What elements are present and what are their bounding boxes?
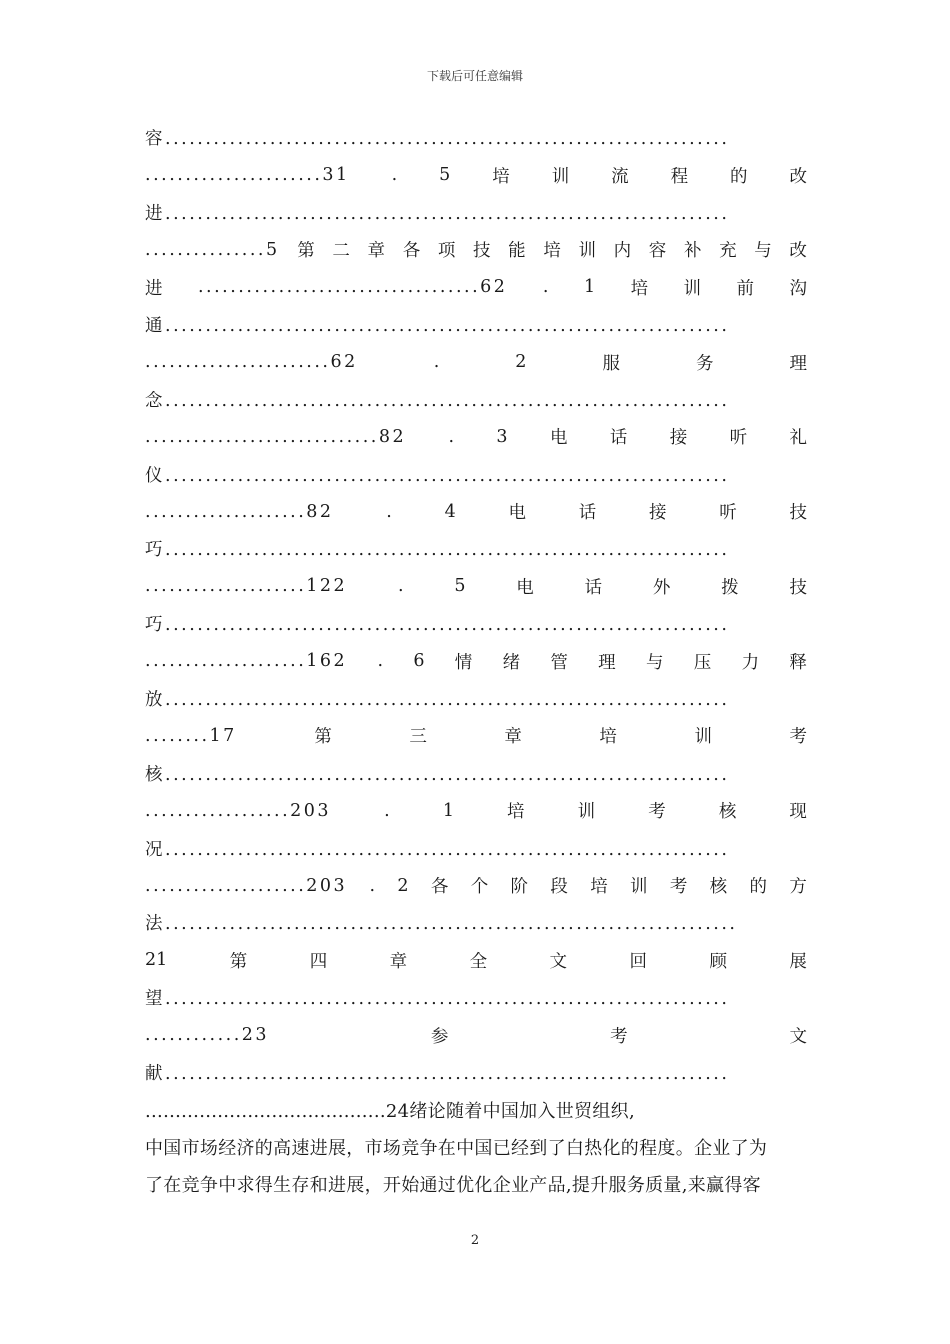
toc-segment: 3 xyxy=(496,426,508,447)
toc-segment: 进...................................................................... xyxy=(145,203,730,224)
toc-line xyxy=(145,642,807,679)
toc-segment: 礼 xyxy=(789,428,807,449)
toc-segment: . xyxy=(391,165,398,186)
toc-segment: 电 xyxy=(549,428,568,449)
toc-segment: . xyxy=(386,501,392,522)
toc-segment: 理 xyxy=(789,353,807,374)
toc-line xyxy=(145,343,807,380)
toc-segment: ...................................62 xyxy=(197,277,508,298)
toc-segment: 章 xyxy=(389,951,408,972)
toc-segment: 听 xyxy=(729,428,748,449)
toc-line xyxy=(145,792,807,829)
toc-segment: 流 xyxy=(611,166,629,187)
toc-segment: 法....................................................................... xyxy=(145,914,738,935)
toc-segment: 培 xyxy=(543,241,561,262)
toc-segment: 四 xyxy=(309,951,328,972)
toc-segment: 与 xyxy=(754,241,772,262)
toc-segment: . xyxy=(384,800,390,821)
toc-segment: ........17 xyxy=(145,725,237,746)
toc-segment: ....................122 xyxy=(145,576,348,597)
page-header: 下载后可任意编辑 xyxy=(426,69,523,83)
toc-line xyxy=(145,381,807,418)
toc-segment: 核 xyxy=(718,802,737,823)
toc-segment: . xyxy=(377,651,384,672)
toc-segment: 培 xyxy=(492,166,510,187)
toc-segment: 的 xyxy=(730,166,748,187)
toc-line xyxy=(145,568,807,605)
toc-segment: 容 xyxy=(648,241,667,262)
toc-segment: 电 xyxy=(508,503,526,524)
toc-line xyxy=(145,717,807,754)
toc-segment: .......................62 xyxy=(145,352,358,373)
toc-segment: 压 xyxy=(693,652,712,673)
toc-segment: ....................203 xyxy=(145,875,348,896)
toc-segment: ..................203 xyxy=(145,800,332,821)
toc-segment: 核 xyxy=(709,877,728,897)
toc-line xyxy=(145,680,807,717)
toc-segment: 程 xyxy=(670,166,689,187)
toc-line xyxy=(145,829,807,866)
toc-segment: .............................82 xyxy=(145,426,407,447)
toc-segment: 技 xyxy=(473,241,491,262)
toc-segment: 训 xyxy=(578,241,596,262)
toc-segment: 绪 xyxy=(502,652,521,673)
toc-segment: 通...................................................................... xyxy=(145,316,730,337)
toc-segment: 的 xyxy=(749,877,767,897)
toc-segment: 文 xyxy=(549,951,568,972)
toc-segment: 训 xyxy=(630,877,648,897)
toc-segment: 前 xyxy=(736,278,754,299)
body-text xyxy=(145,1091,807,1202)
toc-segment: 培 xyxy=(507,802,525,823)
toc-segment: ....................82 xyxy=(145,501,334,522)
toc-segment: 进 xyxy=(145,278,163,299)
toc-line xyxy=(145,979,807,1016)
toc-segment: 训 xyxy=(683,278,702,299)
toc-line xyxy=(145,119,807,156)
toc-line xyxy=(145,156,807,193)
toc-segment: 接 xyxy=(669,428,688,449)
toc-segment: 话 xyxy=(609,428,628,449)
toc-segment: 巧...................................................................... xyxy=(145,615,730,636)
toc-segment: 务 xyxy=(695,353,714,374)
toc-segment: ......................31 xyxy=(145,165,350,186)
toc-segment: 6 xyxy=(413,651,425,672)
toc-segment: 项 xyxy=(437,241,456,262)
toc-segment: 改 xyxy=(789,241,807,262)
toc-segment: 段 xyxy=(550,877,568,897)
toc-segment: 培 xyxy=(599,727,617,748)
toc-segment: 训 xyxy=(694,727,712,748)
toc-segment: 献...................................................................... xyxy=(145,1063,730,1084)
toc-segment: 各 xyxy=(430,877,449,897)
toc-line xyxy=(145,456,807,493)
toc-line xyxy=(145,904,807,941)
toc-segment: 三 xyxy=(409,727,427,748)
toc-segment: 理 xyxy=(598,652,616,673)
toc-segment: 内 xyxy=(613,241,632,262)
toc-segment: 管 xyxy=(550,652,568,673)
toc-segment: 情 xyxy=(454,652,473,673)
toc-segment: 阶 xyxy=(510,877,529,897)
toc-segment: 考 xyxy=(610,1026,628,1047)
toc-segment: 文 xyxy=(789,1026,807,1047)
toc-segment: 巧...................................................................... xyxy=(145,540,730,561)
toc-segment: 听 xyxy=(719,503,737,524)
toc-segment: 2 xyxy=(515,352,527,373)
toc-segment: 仪...................................................................... xyxy=(145,465,730,486)
toc-segment: 第 xyxy=(229,951,248,972)
toc-segment: 念...................................................................... xyxy=(145,390,730,411)
toc-segment: 第 xyxy=(314,727,332,748)
toc-segment: 考 xyxy=(669,877,688,897)
toc-segment: 现 xyxy=(789,802,807,823)
toc-segment: 训 xyxy=(577,802,596,823)
toc-line xyxy=(145,755,807,792)
toc-segment: 话 xyxy=(584,577,603,598)
table-of-contents xyxy=(145,119,807,1091)
toc-line xyxy=(145,194,807,231)
body-line: 了在竞争中求得生存和进展，开始通过优化企业产品,提升服务质量,来赢得客 xyxy=(145,1174,761,1196)
toc-segment: 培 xyxy=(630,278,649,299)
toc-line xyxy=(145,530,807,567)
toc-line xyxy=(145,1016,807,1053)
toc-segment: 服 xyxy=(602,353,620,374)
toc-segment: 技 xyxy=(789,503,807,524)
toc-segment: . xyxy=(369,875,376,896)
toc-segment: . xyxy=(433,352,440,373)
toc-line xyxy=(145,418,807,455)
toc-segment: 第 xyxy=(297,241,315,262)
page-number: 2 xyxy=(470,1233,480,1248)
toc-line xyxy=(145,231,807,268)
toc-segment: 4 xyxy=(444,501,456,522)
toc-segment: 放...................................................................... xyxy=(145,690,730,711)
toc-segment: . xyxy=(448,426,455,447)
toc-segment: 力 xyxy=(741,652,760,673)
toc-segment: ...............5 xyxy=(145,239,280,260)
toc-segment: 况...................................................................... xyxy=(145,839,730,860)
toc-segment: 外 xyxy=(652,577,671,598)
toc-segment: 技 xyxy=(789,577,807,598)
toc-segment: 补 xyxy=(683,241,702,262)
toc-segment: 拨 xyxy=(721,577,739,598)
toc-segment: 与 xyxy=(645,652,664,673)
toc-segment: ............23 xyxy=(145,1025,270,1046)
toc-segment: 21 xyxy=(145,950,168,971)
toc-segment: 释 xyxy=(789,652,807,673)
toc-line xyxy=(145,942,807,979)
toc-segment: 电 xyxy=(516,577,534,598)
toc-segment: 章 xyxy=(504,727,522,748)
toc-segment: 二 xyxy=(332,241,350,262)
toc-line xyxy=(145,1054,807,1091)
toc-segment: . xyxy=(397,576,404,597)
toc-segment: 参 xyxy=(430,1026,449,1047)
toc-segment: 各 xyxy=(402,241,421,262)
toc-segment: 容...................................................................... xyxy=(145,129,730,150)
body-line: 中国市场经济的高速进展，市场竞争在中国已经到了白热化的程度。企业了为 xyxy=(145,1137,768,1159)
toc-segment: 1 xyxy=(583,277,596,298)
toc-segment: . xyxy=(542,277,549,298)
toc-line xyxy=(145,605,807,642)
toc-line xyxy=(145,269,807,306)
toc-segment: 全 xyxy=(469,951,488,972)
toc-segment: 改 xyxy=(789,166,807,187)
toc-segment: 望...................................................................... xyxy=(145,989,730,1010)
toc-segment: 考 xyxy=(789,727,807,748)
body-line: ........................................24绪论随着中国加入世贸组织, xyxy=(145,1100,635,1122)
toc-segment: 回 xyxy=(629,951,647,972)
toc-segment: 充 xyxy=(719,241,737,262)
toc-line xyxy=(145,493,807,530)
toc-segment: 顾 xyxy=(709,951,727,972)
toc-segment: 5 xyxy=(454,576,466,597)
toc-segment: 个 xyxy=(470,877,489,897)
toc-segment: 培 xyxy=(590,877,608,897)
toc-segment: 接 xyxy=(649,503,667,524)
toc-segment: 核...................................................................... xyxy=(145,764,730,785)
toc-line xyxy=(145,867,807,904)
toc-segment: 2 xyxy=(397,875,409,896)
toc-segment: 能 xyxy=(508,241,526,262)
toc-segment: 1 xyxy=(442,800,454,821)
toc-segment: 训 xyxy=(551,166,570,187)
toc-segment: 话 xyxy=(578,503,597,524)
toc-segment: 方 xyxy=(789,877,807,897)
toc-line xyxy=(145,306,807,343)
toc-segment: 考 xyxy=(648,802,666,823)
toc-segment: 沟 xyxy=(789,278,807,299)
toc-segment: ....................162 xyxy=(145,651,348,672)
toc-segment: 展 xyxy=(789,951,807,972)
document-body xyxy=(145,119,807,1202)
toc-segment: 5 xyxy=(439,165,451,186)
toc-segment: 章 xyxy=(367,241,386,262)
